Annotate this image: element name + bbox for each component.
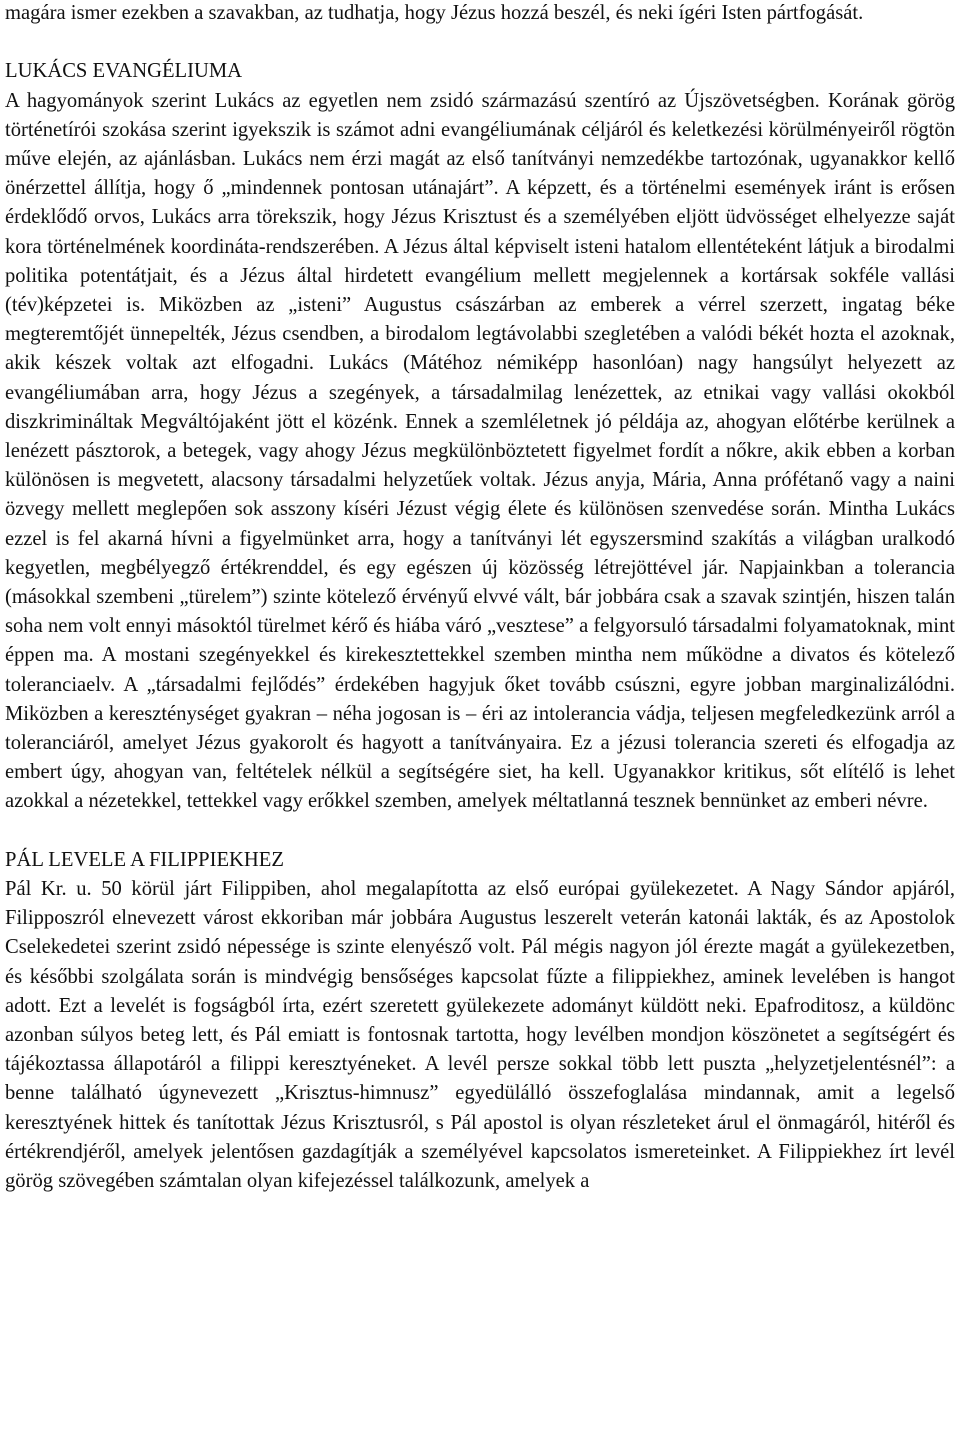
- paragraph-gap: [5, 28, 955, 57]
- section-title-lukacs: LUKÁCS EVANGÉLIUMA: [5, 60, 243, 83]
- paragraph-gap: [5, 817, 955, 846]
- intro-paragraph: magára ismer ezekben a szavakban, az tudhatja, hogy Jézus hozzá beszél, és neki ígéri Isten pártfogását.: [5, 2, 864, 24]
- section-title-filippiekhez: PÁL LEVELE A FILIPPIEKHEZ: [5, 848, 284, 871]
- section-body-filippiekhez: Pál Kr. u. 50 körül járt Filippiben, ahol megalapította az első európai gyülekezetet. A Nagy Sándor apjáról, Filipposzról elnevezett várost ekkoriban már jobbára Augustus leszerelt veterán katonái lakták, és az Apostolok Cselekedetei szerint zsidó népessége is szinte elenyésző volt. Pál mégis nagyon jól érezte magát a gyülekezetben, és későbbi szolgálata során is mindvégig bensőséges kapcsolat fűzte a filippiekhez, aminek levelében is hangot adott. Ezt a levelét is fogságból írta, ezért szeretett gyülekezete adományt küldött neki. Epafroditosz, a küldönc azonban súlyos beteg lett, és Pál emiatt is fontosnak tartotta, hogy levélben mondjon köszönetet a segítségért és tájékoztassa állapotáról a filippi keresztyéneket. A levél persze sokkal több lett puszta „helyzetjelentésnél”: a benne található úgynevezett „Krisztus-himnusz” egyedülálló összefoglalása mindannak, amit a legelső keresztyének hittek és tanítottak Jézus Krisztusról, s Pál apostol is olyan részleteket árul el önmagáról, hitéről és értékrendjéről, amelyek jelentősen gazdagítják a személyével kapcsolatos ismereteinket. A Filippiekhez írt levél görög szövegében számtalan olyan kifejezéssel találkozunk, amelyek a: [5, 878, 955, 1193]
- document-page: [5, 0, 955, 1196]
- section-body-lukacs: A hagyományok szerint Lukács az egyetlen nem zsidó származású szentíró az Újszövetségben. Korának görög történetírói szokása szerint igyekszik is számot adni evangéliumának céljáról és keletkezési körülményeiről rögtön műve elején, az ajánlásban. Lukács nem érzi magát az első tanítványi nemzedékbe tartozónak, ugyanakkor kellő önérzettel állítja, hogy ő „mindennek pontosan utánajárt”. A képzett, és a történelmi események iránt is erősen érdeklődő orvos, Lukács arra törekszik, hogy Jézus Krisztust és a személyében eljött üdvösséget elhelyezze saját kora történelmének koordináta-rendszerében. A Jézus által képviselt isteni hatalom ellentéteként látjuk a birodalmi politika potentátjait, és a Jézus által hirdetett evangélium mellett megjelennek a kortársak sokféle vallási (tév)képzetei is. Miközben az „isteni” Augustus császárban az emberek a vérrel szerzett, ingatag béke megteremtőjét ünnepelték, Jézus csendben, a birodalom legtávolabbi szegletében a valódi békét hozta el azoknak, akik készek voltak azt elfogadni. Lukács (Mátéhoz némiképp hasonlóan) nagy hangsúlyt helyezett az evangéliumában arra, hogy Jézus a szegények, a társadalmilag lenézettek, az etnikai vagy vallási okokból diszkrimináltak Megváltójaként jött el közénk. Ennek a szemléletnek jó példája az, ahogyan előtérbe kerülnek a lenézett pásztorok, a betegek, vagy ahogy Jézus megkülönböztetett figyelmet fordít a nőkre, akik ebben a korban különösen is megvetett, alacsony társadalmi helyzetűek voltak. Jézus anyja, Mária, Anna prófétanő vagy a naini özvegy mellett meglepően sok asszony kíséri Jézust végig élete és különösen szenvedése során. Mintha Lukács ezzel is fel akarná hívni a figyelmünket arra, hogy a tanítványi lét egyszersmind szakítás a világban uralkodó kegyetlen, megbélyegző értékrenddel, és egy egészen új közösség létrejöttével jár. Napjainkban a tolerancia (másokkal szembeni „türelem”) szinte kötelező érvényű elvvé vált, bár jobbára csak a szavak szintjén, hiszen talán soha nem volt ennyi másoktól türelmet kérő és hiába váró „vesztese” a felgyorsuló társadalmi folyamatoknak, mint éppen ma. A mostani szegényekkel és kirekesztettekkel szemben mintha nem működne a divatos és kötelező toleranciaelv. A „társadalmi fejlődés” érdekében hagyjuk őket tovább csúszni, egyre jobban marginalizálódni. Miközben a kereszténységet gyakran – néha jogosan is – éri az intolerancia vádja, teljesen megfeledkezünk arról a toleranciáról, amelyet Jézus gyakorolt és hagyott a tanítványaira. Ez a jézusi tolerancia szereti és elfogadja az embert úgy, ahogyan van, feltételek nélkül a segítségére siet, ha kell. Ugyanakkor kritikus, sőt elítélő is lehet azokkal a nézetekkel, tettekkel vagy erőkkel szemben, amelyek méltatlanná tesznek bennünket az emberi névre.: [5, 89, 955, 813]
